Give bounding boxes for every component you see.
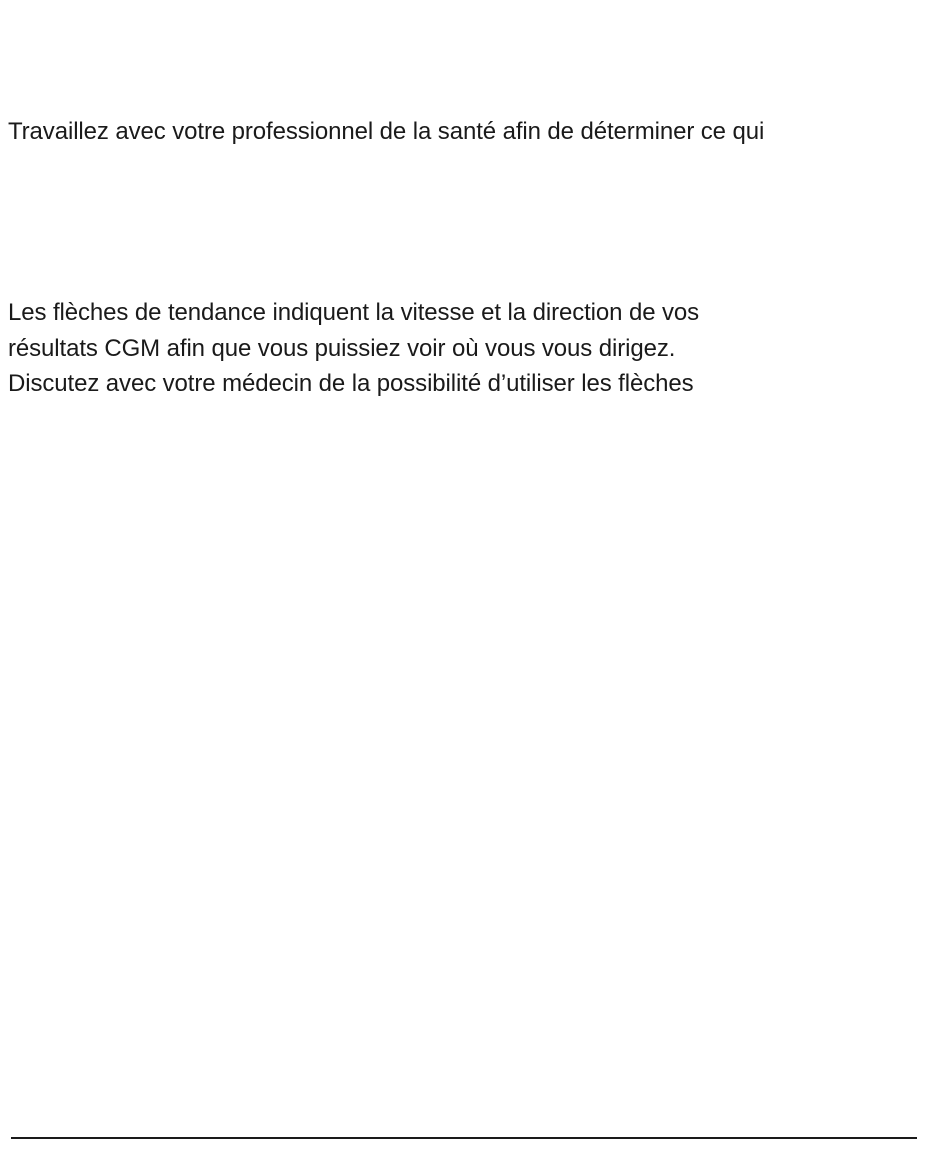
text-line: Discutez avec votre médecin de la possibilité d’utiliser les flèches	[8, 370, 694, 397]
text-line: Travaillez avec votre professionnel de la santé afin de déterminer ce qui	[8, 118, 765, 145]
text-line: Les flèches de tendance indiquent la vitesse et la direction de vos	[8, 299, 700, 326]
horizontal-rule	[11, 1137, 917, 1139]
text-line: résultats CGM afin que vous puissiez voir où vous vous dirigez.	[8, 335, 676, 362]
